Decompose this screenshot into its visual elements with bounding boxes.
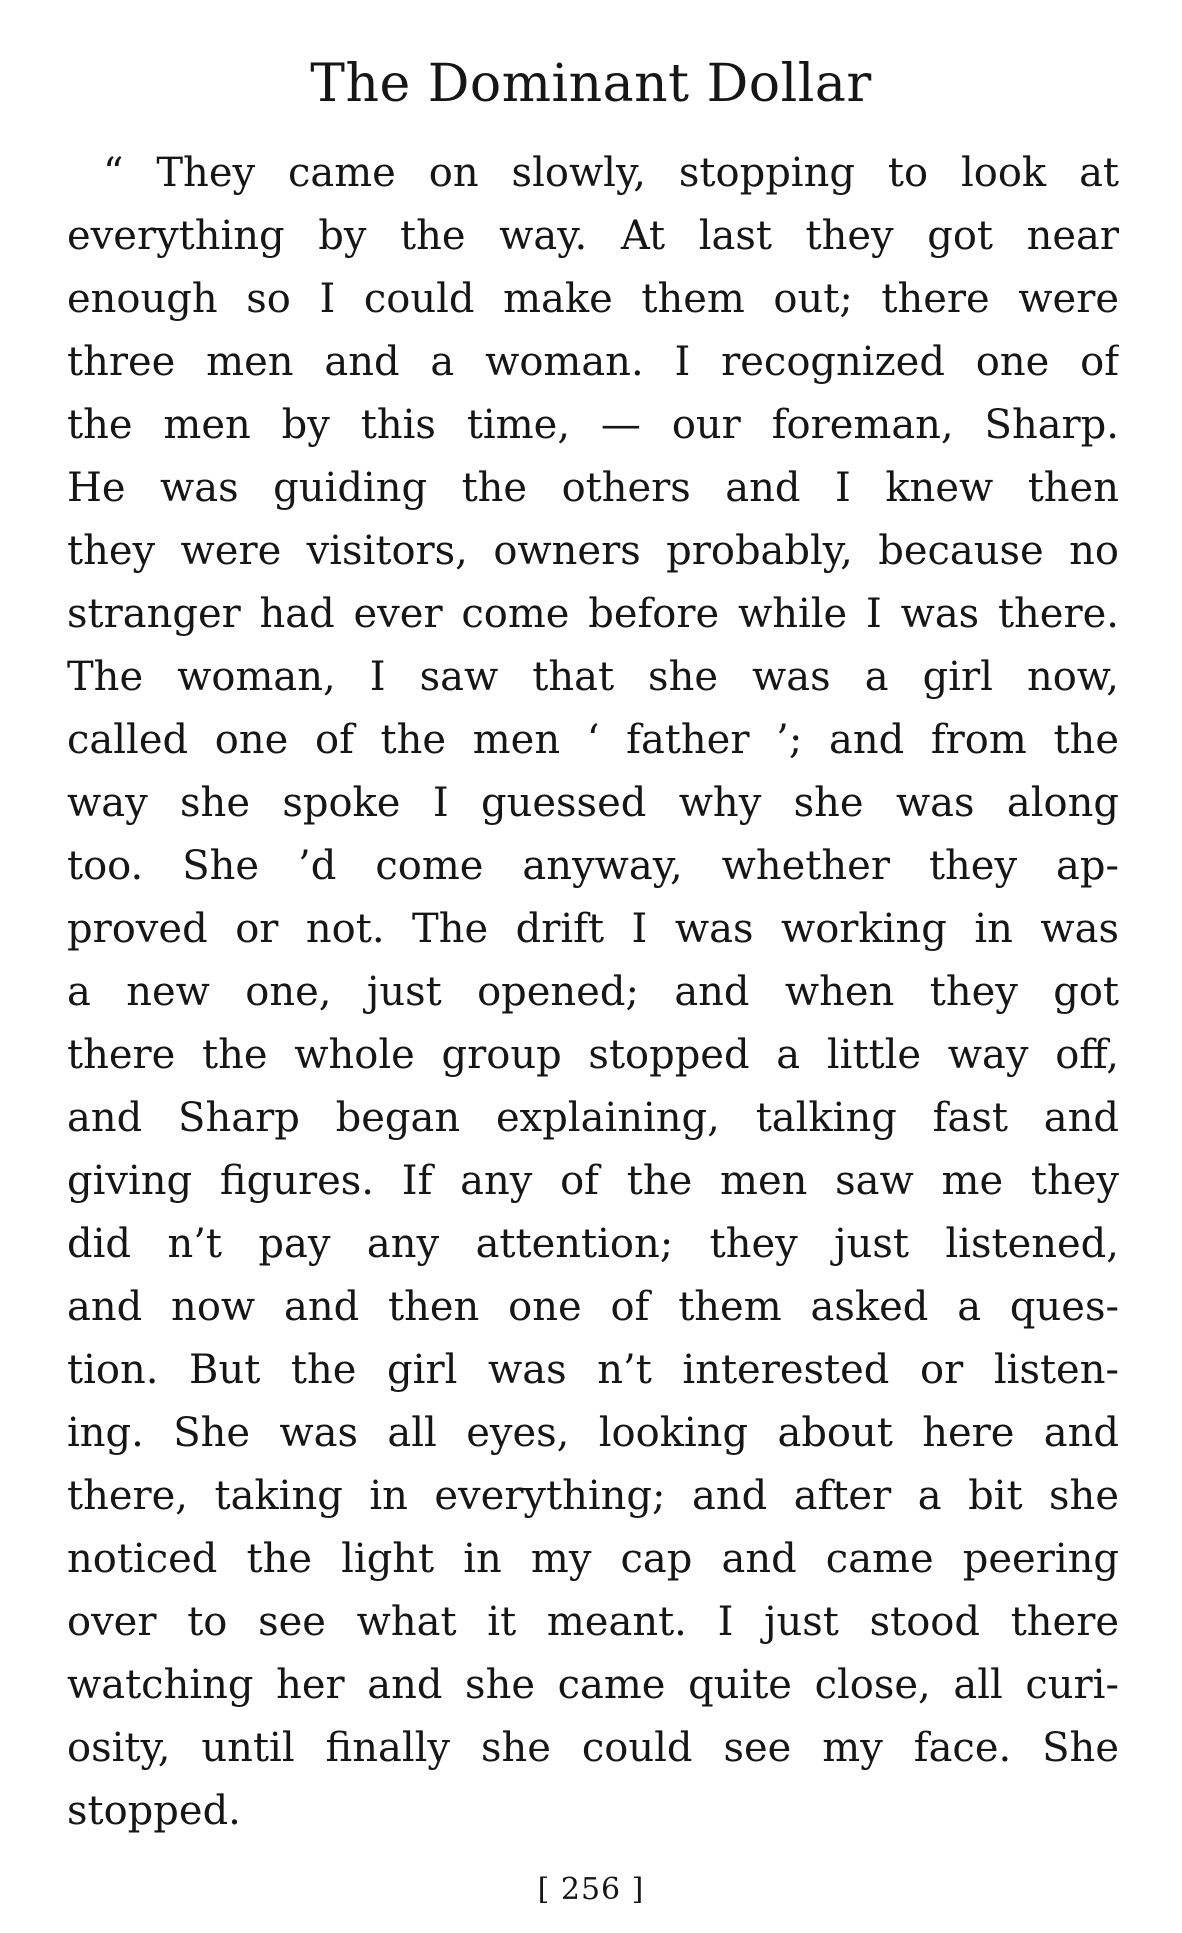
running-head: The Dominant Dollar <box>310 54 872 114</box>
text-line: they were visitors, owners probably, because no <box>67 528 1119 574</box>
text-line: way she spoke I guessed why she was along <box>67 780 1119 826</box>
text-line: osity, until finally she could see my face. She <box>67 1725 1119 1771</box>
text-line: over to see what it meant. I just stood there <box>67 1599 1119 1645</box>
text-line: stranger had ever come before while I was there. <box>67 591 1119 637</box>
text-line: too. She ’d come anyway, whether they ap- <box>67 843 1119 889</box>
text-line: a new one, just opened; and when they got <box>67 969 1119 1015</box>
text-line: everything by the way. At last they got near <box>67 213 1119 259</box>
text-line: and Sharp began explaining, talking fast and <box>67 1095 1119 1141</box>
text-line: did n’t pay any attention; they just listened, <box>67 1221 1119 1267</box>
text-line: there, taking in everything; and after a bit she <box>67 1473 1119 1519</box>
text-line: stopped. <box>67 1788 241 1834</box>
text-line: giving figures. If any of the men saw me they <box>67 1158 1119 1204</box>
text-line: noticed the light in my cap and came peering <box>67 1536 1119 1582</box>
text-line: watching her and she came quite close, all curi- <box>67 1662 1119 1708</box>
text-line: there the whole group stopped a little way off, <box>67 1032 1119 1078</box>
text-line: and now and then one of them asked a ques- <box>67 1284 1119 1330</box>
text-line: enough so I could make them out; there were <box>67 276 1119 322</box>
text-line: three men and a woman. I recognized one of <box>67 339 1119 385</box>
body-paragraph <box>67 142 1119 1843</box>
text-line: called one of the men ‘ father ’; and from the <box>67 717 1119 763</box>
page-number: [ 256 ] <box>537 1872 645 1907</box>
text-line: The woman, I saw that she was a girl now, <box>67 654 1119 700</box>
text-line: tion. But the girl was n’t interested or listen- <box>67 1347 1119 1393</box>
text-line: the men by this time, — our foreman, Sharp. <box>67 402 1119 448</box>
text-line: ing. She was all eyes, looking about here and <box>67 1410 1119 1456</box>
text-line: “ They came on slowly, stopping to look at <box>103 150 1119 196</box>
text-line: He was guiding the others and I knew then <box>67 465 1119 511</box>
text-line: proved or not. The drift I was working in was <box>67 906 1119 952</box>
